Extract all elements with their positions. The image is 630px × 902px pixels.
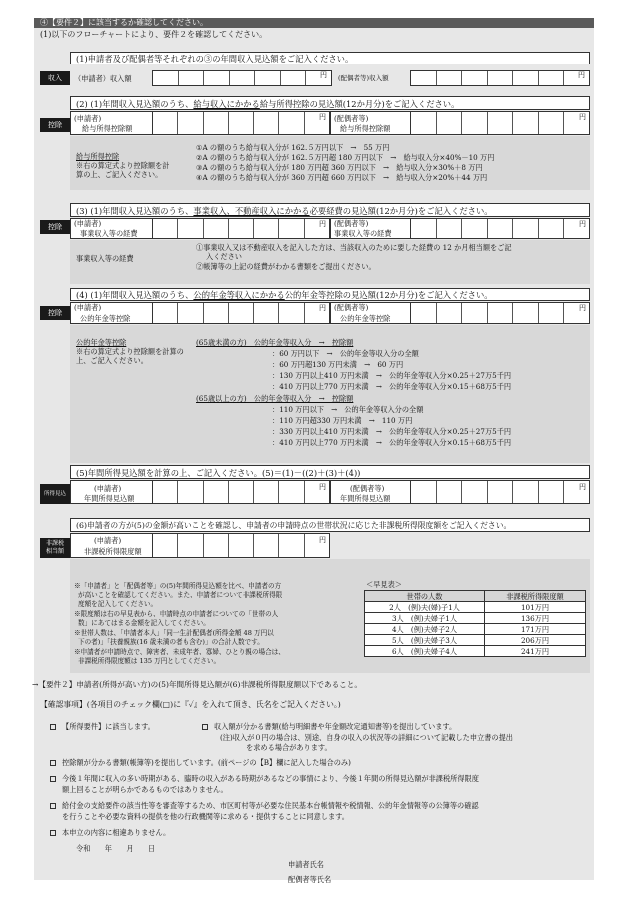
spouse-label: (配偶者等) xyxy=(334,219,369,228)
applicant-label: (申請者) xyxy=(74,219,102,228)
confirm-item-1b xyxy=(202,722,456,731)
over65-row: ：330 万円以上410 万円未満 → 公的年金等収入分×0.25＋27万5千円 xyxy=(272,427,512,436)
yen-unit: 円 xyxy=(319,536,326,544)
applicant-label: (申請者) xyxy=(94,484,122,493)
salary-deduction-spouse-label: 給与所得控除額 xyxy=(340,124,391,133)
yen-unit: 円 xyxy=(319,113,326,121)
salary-formula-row: ③A の額のうち給与収入分が 180 万円超 360 万円以下 → 給与収入分×30%＋8 万円 xyxy=(196,163,483,172)
applicant-label: (申請者) xyxy=(74,114,102,123)
table-header-row xyxy=(365,591,586,602)
table-row xyxy=(365,635,586,646)
spouse-label: (配偶者等) xyxy=(334,303,369,312)
expense-note-row: 入ください xyxy=(206,252,242,261)
yen-unit: 円 xyxy=(319,220,326,228)
applicant-salary-deduction-field[interactable] xyxy=(152,111,330,135)
over65-head: (65歳以上の方) 公的年金等収入分 → 控除額 xyxy=(196,394,354,403)
applicant-name-field[interactable]: 申請者氏名 xyxy=(288,860,324,869)
confirm-item-4 xyxy=(50,801,479,810)
spouse-expense-field[interactable] xyxy=(410,218,590,239)
applicant-pension-field[interactable] xyxy=(152,302,330,324)
confirm-item-3 xyxy=(50,774,479,783)
table-cell: 171万円 xyxy=(485,624,586,635)
table-row xyxy=(365,646,586,657)
checkbox[interactable] xyxy=(50,724,56,730)
table-cell: 241万円 xyxy=(485,646,586,657)
under65-row: ：130 万円以上410 万円未満 → 公的年金等収入分×0.25＋27万5千円 xyxy=(272,371,512,380)
checkbox[interactable] xyxy=(202,724,208,730)
checkbox[interactable] xyxy=(50,830,56,836)
expense-note-title: 事業収入等の経費 xyxy=(76,254,134,263)
exempt-note: ※限度額は右の早見表から、申請時点の申請者についての「世帯の人 xyxy=(74,610,279,618)
checkbox[interactable] xyxy=(50,760,56,766)
exempt-applicant-label: 非課税所得限度額 xyxy=(84,547,142,556)
checkbox[interactable] xyxy=(50,776,56,782)
annual-income-label: 所得見込 xyxy=(40,484,70,504)
under65-head: (65歳未満の方) 公的年金等収入分 → 控除額 xyxy=(196,338,354,347)
salary-deduction-label: 控除 xyxy=(40,118,70,132)
table-cell: 5人 (例)夫婦子3人 xyxy=(365,635,485,646)
salary-deduction-title: (2) (1)年間収入見込額のうち、給与収入にかかる給与所得控除の見込額(12か月分)をご記入ください。 xyxy=(76,99,460,109)
business-expense-title: (3) (1)年間収入見込額のうち、事業収入、不動産収入にかかる必要経費の見込額(12か月分)をご記入ください。 xyxy=(76,206,493,216)
business-expense-label: 控除 xyxy=(40,220,70,234)
confirm-item-2 xyxy=(50,758,351,767)
expense-spouse-label: 事業収入等の経費 xyxy=(334,229,392,238)
spouse-label: (配偶者等) xyxy=(334,114,369,123)
label-line: 相当額 xyxy=(45,548,64,555)
expense-note-row: ②帳簿等の上記の経費がわかる書類をご提出ください。 xyxy=(196,262,376,271)
table-cell: 136万円 xyxy=(485,613,586,624)
spouse-income-label: (配偶者等)収入額 xyxy=(338,74,389,82)
yen-unit: 円 xyxy=(319,304,326,312)
applicant-income-label: （申請者）収入額 xyxy=(74,74,132,83)
confirm-text: 今後１年間に収入の多い時期がある、臨時の収入がある時期があるなどの事情により、今後１年間の所得見込額が非課税所得限度 xyxy=(62,774,479,783)
pension-spouse-label: 公的年金等控除 xyxy=(340,314,391,323)
exempt-note: が高いことを確認してください。また、申請者について非課税所得限 xyxy=(78,591,283,599)
yen-unit: 円 xyxy=(579,113,586,121)
section-header: ④【要件２】に該当するか確認してください。 xyxy=(34,18,594,28)
pension-note: ※右の算定式より控除額を計算の xyxy=(76,347,184,356)
salary-note: 算の上、ご記入ください。 xyxy=(76,170,163,179)
table-row xyxy=(365,624,586,635)
table-cell: 101万円 xyxy=(485,602,586,613)
applicant-exempt-field[interactable] xyxy=(152,533,330,558)
table-cell: 6人 (例)夫婦子4人 xyxy=(365,646,485,657)
yen-unit: 円 xyxy=(579,220,586,228)
label-line: 非課税 xyxy=(45,540,64,547)
applicant-expense-field[interactable] xyxy=(152,218,330,239)
salary-note: ※右の算定式より控除額を計 xyxy=(76,161,170,170)
quick-reference-table xyxy=(364,590,586,657)
spouse-income-field[interactable] xyxy=(410,70,590,86)
confirm-text: 【所得要件】に該当します。 xyxy=(62,722,155,731)
exempt-note: 下の者)」「扶養親族(16 歳未満の者も含む)」の合計人数です。 xyxy=(78,638,264,646)
over65-row: ：110 万円超330 万円未満 → 110 万円 xyxy=(272,416,413,425)
confirm-text: を行うことや必要な資料の提供を他の行政機関等に求める・提供することに同意します。 xyxy=(62,812,349,821)
quick-table-title: ＜早見表＞ xyxy=(366,580,402,589)
pension-deduction-label: 控除 xyxy=(40,306,70,320)
over65-row: ：410 万円以上770 万円未満 → 公的年金等収入分×0.15＋68万5千円 xyxy=(272,438,512,447)
form-page xyxy=(32,18,594,884)
yen-unit: 円 xyxy=(578,71,585,79)
yen-unit: 円 xyxy=(579,304,586,312)
exempt-note: 度額を記入してください。 xyxy=(78,600,158,608)
section-subtitle: (1)以下のフローチャートにより、要件２を確認してください。 xyxy=(40,30,268,39)
confirm-item-5 xyxy=(50,828,170,837)
spouse-salary-deduction-field[interactable] xyxy=(410,111,590,135)
income-label: 収入 xyxy=(40,71,70,85)
annual-income-title: (5)年間所得見込額を計算の上、ご記入ください。(5)＝(1)－((2)＋(3)＋(4)) xyxy=(76,468,361,478)
annual-spouse-label: 年間所得見込額 xyxy=(340,494,391,503)
under65-row: ：410 万円以上770 万円未満 → 公的年金等収入分×0.15＋68万5千円 xyxy=(272,382,512,391)
expense-note-row: ①事業収入又は不動産収入を記入した方は、当該収入のために要した経費の 12 か月相当額をご記 xyxy=(196,243,512,252)
exempt-note: 数」にあてはまる金額を記入してください。 xyxy=(78,619,210,627)
exempt-note: ※「申請者」と「配偶者等」の(5)年間所得見込額を比べ、申請者の方 xyxy=(74,582,282,590)
exempt-note: ※世帯人数は、「申請者本人」「同一生計配偶者(所得金額 48 万円以 xyxy=(74,629,274,637)
confirmation-header: 【確認事項】(各項目のチェック欄(□)に『✓』を入れて頂き、氏名をご記入ください。) xyxy=(40,700,341,709)
applicant-label: (申請者) xyxy=(74,303,102,312)
table-header: 非課税所得限度額 xyxy=(485,591,586,602)
under65-row: ：60 万円超130 万円未満 → 60 万円 xyxy=(272,360,404,369)
over65-row: ：110 万円以下 → 公的年金等収入分の全額 xyxy=(272,405,424,414)
salary-deduction-applicant-label: 給与所得控除額 xyxy=(82,124,133,133)
confirm-text: 控除額が分かる書類(帳簿等)を提出しています。(前ページの【B】欄に記入した場合のみ) xyxy=(62,758,351,767)
table-cell: 3人 (例)夫婦子1人 xyxy=(365,613,485,624)
table-row xyxy=(365,602,586,613)
exempt-note: 非課税所得限度額は 135 万円としてください。 xyxy=(78,657,221,665)
yen-unit: 円 xyxy=(579,483,586,491)
salary-note-title: 給与所得控除 xyxy=(76,152,120,161)
date-field[interactable]: 令和 年 月 日 xyxy=(76,844,156,853)
applicant-annual-field[interactable] xyxy=(152,480,330,504)
tax-exempt-title: (6)申請者の方が(5)の金額が高いことを確認し、申請者の申請時点の世帯状況に応じた非課税所得限度額をご記入ください。 xyxy=(76,521,512,530)
yen-unit: 円 xyxy=(319,483,326,491)
applicant-label: (申請者) xyxy=(94,536,122,545)
pension-note-title: 公的年金等控除 xyxy=(76,338,127,347)
confirm-text: 額上回ることが明らかであるものではありません。 xyxy=(62,785,228,794)
checkbox[interactable] xyxy=(50,803,56,809)
table-row xyxy=(365,613,586,624)
spouse-pension-field[interactable] xyxy=(410,302,590,324)
spouse-label: (配偶者等) xyxy=(350,484,385,493)
confirm-text: 収入額が分かる書類(給与明細書や年金額改定通知書等)を提出しています。 xyxy=(214,722,457,731)
confirm-note: を求める場合があります。 xyxy=(246,743,332,752)
pension-note: 上、ご記入ください。 xyxy=(76,356,148,365)
income-title: (1)申請者及び配偶者等それぞれの③の年間収入見込額をご記入ください。 xyxy=(76,54,354,64)
spouse-name-field[interactable]: 配偶者等氏名 xyxy=(288,875,332,884)
pension-applicant-label: 公的年金等控除 xyxy=(80,314,131,323)
yen-unit: 円 xyxy=(320,71,327,79)
annual-applicant-label: 年間所得見込額 xyxy=(84,494,135,503)
confirm-note: (注)収入が０円の場合は、別途、自身の収入の状況等の詳細について記載した申立書の提出 xyxy=(220,733,513,742)
spouse-annual-field[interactable] xyxy=(410,480,590,504)
salary-formula-row: ④A の額のうち給与収入分が 360 万円超 660 万円以下 → 給与収入分×20%＋44 万円 xyxy=(196,173,488,182)
confirm-item-1 xyxy=(50,722,155,731)
applicant-income-field[interactable] xyxy=(152,70,332,86)
confirm-text: 給付金の支給要件の該当性等を審査等するため、市区町村等が必要な住民基本台帳情報や税情報、公的年金情報等の公簿等の確認 xyxy=(62,801,479,810)
expense-applicant-label: 事業収入等の経費 xyxy=(80,229,138,238)
under65-row: ：60 万円以下 → 公的年金等収入分の全額 xyxy=(272,349,419,358)
table-cell: 4人 (例)夫婦子2人 xyxy=(365,624,485,635)
table-cell: 206万円 xyxy=(485,635,586,646)
salary-formula-row: ①A の額のうち給与収入分が 162.５万円以下 → 55 万円 xyxy=(196,143,390,152)
tax-exempt-label xyxy=(40,538,70,558)
table-header: 世帯の人数 xyxy=(365,591,485,602)
confirm-text: 本申立の内容に相違ありません。 xyxy=(62,828,171,837)
salary-formula-row: ②A の額のうち給与収入分が 162.５万円超 180 万円以下 → 給与収入分×40%－10 万円 xyxy=(196,153,495,162)
exempt-note: ※申請者が申請時点で、障害者、未成年者、寡婦、ひとり親の場合は、 xyxy=(74,648,285,656)
pension-deduction-title: (4) (1)年間収入見込額のうち、公的年金等収入にかかる公的年金等控除の見込額(12か月分)をご記入ください。 xyxy=(76,290,493,300)
table-cell: 2人 (例)夫(婦)子1人 xyxy=(365,602,485,613)
requirement-2-statement: →【要件２】申請者(所得が高い方)の(5)年間所得見込額が(6)非課税所得限度額以下であること。 xyxy=(32,680,362,689)
